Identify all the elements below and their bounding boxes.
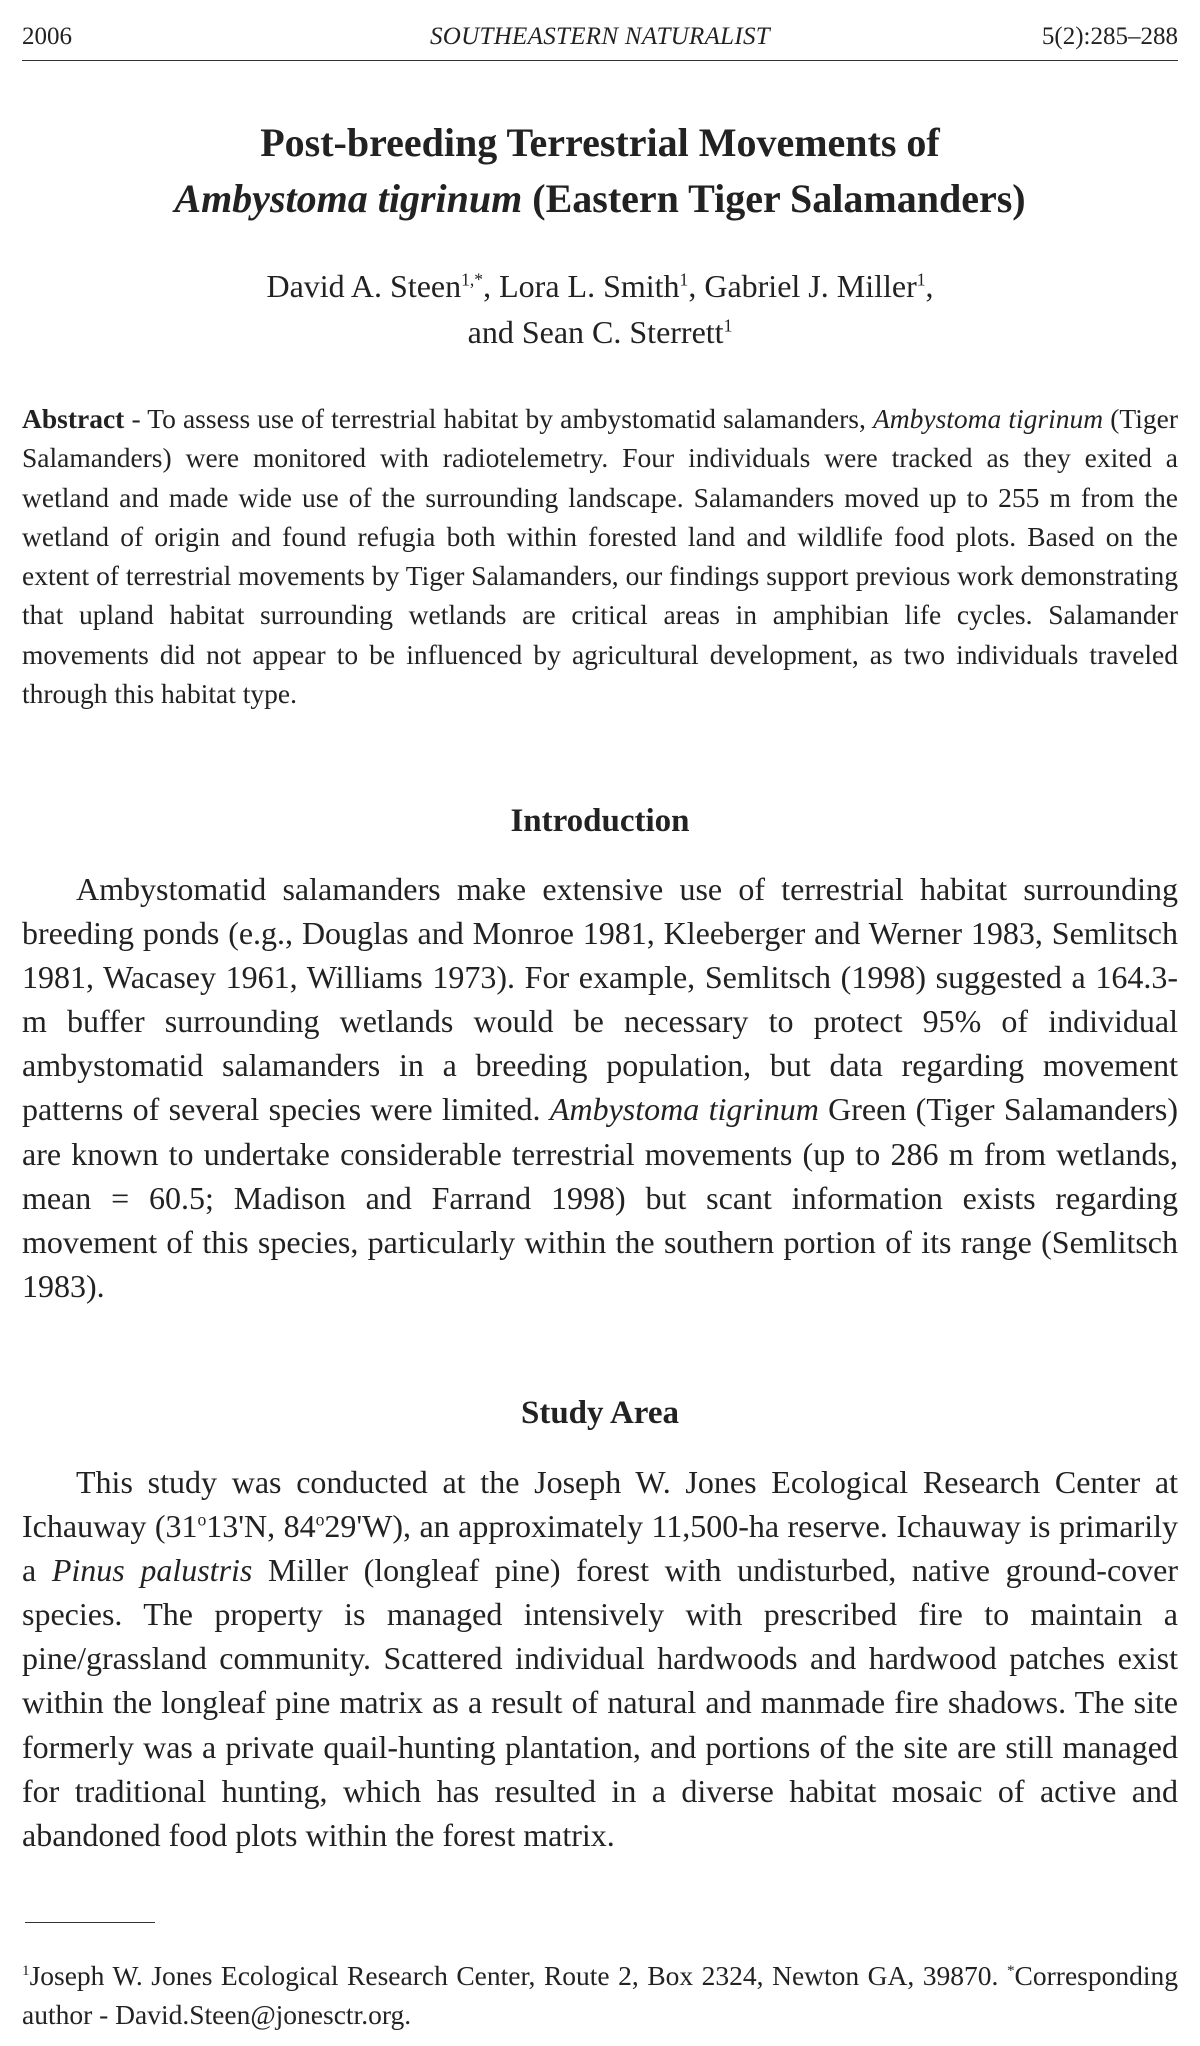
footnote-rule — [25, 1922, 155, 1923]
study-text-4: Miller (longleaf pine) forest with undisturbed, native ground-cover species. The property is managed intensively with prescribed fire to maintain a pine/grassland community. Scattered individual hardwoods and hardwood patches exist within the longleaf pine matrix as a result of natural and manmade fire shadows. The site formerly was a private quail-hunting plantation, and portions of the site are still managed for traditional hunting, which has resulted in a diverse habitat mosaic of active and abandoned food plots within the forest matrix. — [22, 1552, 1179, 1853]
author-smith-affil: 1 — [679, 269, 689, 290]
footnote-text-1: Joseph W. Jones Ecological Research Center, Route 2, Box 2324, Newton GA, 39870. — [29, 1960, 1007, 1991]
author-miller-affil: 1 — [916, 269, 926, 290]
running-head-year: 2006 — [22, 23, 72, 50]
study-species: Pinus palustris — [51, 1552, 253, 1589]
study-text-1: This study was conducted at the Joseph W. Jones Ecological Research Center at Ichauway (31 — [22, 1464, 1178, 1545]
title-common-name: (Eastern Tiger Salamanders) — [522, 176, 1026, 221]
footnote — [22, 1956, 1178, 2034]
title-species: Ambystoma tigrinum — [174, 176, 523, 221]
introduction-heading: Introduction — [510, 803, 690, 839]
footnote-corresponding-mark: * — [1006, 1962, 1015, 1979]
running-head-journal: SOUTHEASTERN NATURALIST — [429, 23, 771, 50]
introduction-paragraph — [22, 867, 1178, 1308]
title-line-2 — [0, 171, 1200, 227]
study-area-paragraph — [22, 1460, 1178, 1857]
degree-mark-2: o — [315, 1509, 325, 1530]
footnote-text-2: Corresponding author - David.Steen@jonesctr.org. — [22, 1960, 1178, 2030]
author-line-2 — [0, 309, 1200, 355]
abstract — [22, 399, 1178, 713]
header-rule — [22, 60, 1178, 61]
running-head-volume: 5(2):285–288 — [1041, 23, 1178, 50]
author-list — [0, 263, 1200, 355]
article-title — [0, 115, 1200, 227]
abstract-label: Abstract — [22, 403, 125, 434]
intro-text-2: Green (Tiger Salamanders) are known to undertake considerable terrestrial movements (up to 286 m from wetlands, mean = 60.5; Madison and Farrand 1998) but scant information exists regarding movement of this species, particularly within the southern portion of its range (Semlitsch 1983). — [22, 1091, 1179, 1304]
title-line-1: Post-breeding Terrestrial Movements of — [260, 120, 940, 165]
author-sterrett-affil: 1 — [723, 315, 733, 336]
author-miller: Gabriel J. Miller — [704, 268, 917, 304]
author-steen-affil: 1,* — [461, 269, 484, 290]
footnote-affil-mark: 1 — [22, 1962, 30, 1979]
author-smith: Lora L. Smith — [499, 268, 680, 304]
intro-text-1: Ambystomatid salamanders make extensive use of terrestrial habitat surrounding breeding ponds (e.g., Douglas and Monroe 1981, Kleeberger and Werner 1983, Semlitsch 1981, Wacasey 1961, Williams 1973). For example, Semlitsch (1998) suggested a 164.3-m buffer surrounding wetlands would be necessary to protect 95% of individual ambystomatid salamanders in a breeding population, but data regarding movement patterns of several species were limited. — [22, 871, 1178, 1128]
abstract-text-2: (Tiger Salamanders) were monitored with radiotelemetry. Four individuals were tracked as they exited a wetland and made wide use of the surrounding landscape. Salamanders moved up to 255 m from the wetland of origin and found refugia both within forested land and wildlife food plots. Based on the extent of terrestrial movements by Tiger Salamanders, our findings support previous work demonstrating that upland habitat surrounding wetlands are critical areas in amphibian life cycles. Salamander movements did not appear to be influenced by agricultural development, as two individuals traveled through this habitat type. — [22, 403, 1178, 710]
author-sterrett: and Sean C. Sterrett — [467, 314, 724, 350]
running-head — [22, 22, 1178, 52]
abstract-species: Ambystoma tigrinum — [872, 403, 1104, 434]
study-area-heading: Study Area — [520, 1395, 679, 1431]
study-text-3: 29'W), an approximately 11,500-ha reserve. Ichauway is primarily a — [22, 1508, 1179, 1589]
author-line-1: David A. Steen$^{1,*}$, Lora L. Smith$^1$, Gabriel J. Miller$^1$, — [266, 268, 934, 304]
study-text-2: 13'N, 84 — [206, 1508, 316, 1545]
author-steen: David A. Steen — [266, 268, 462, 304]
abstract-text-1: - To assess use of terrestrial habitat by ambystomatid salamanders, — [124, 403, 873, 434]
degree-mark-1: o — [197, 1509, 207, 1530]
intro-species: Ambystoma tigrinum — [549, 1091, 819, 1128]
